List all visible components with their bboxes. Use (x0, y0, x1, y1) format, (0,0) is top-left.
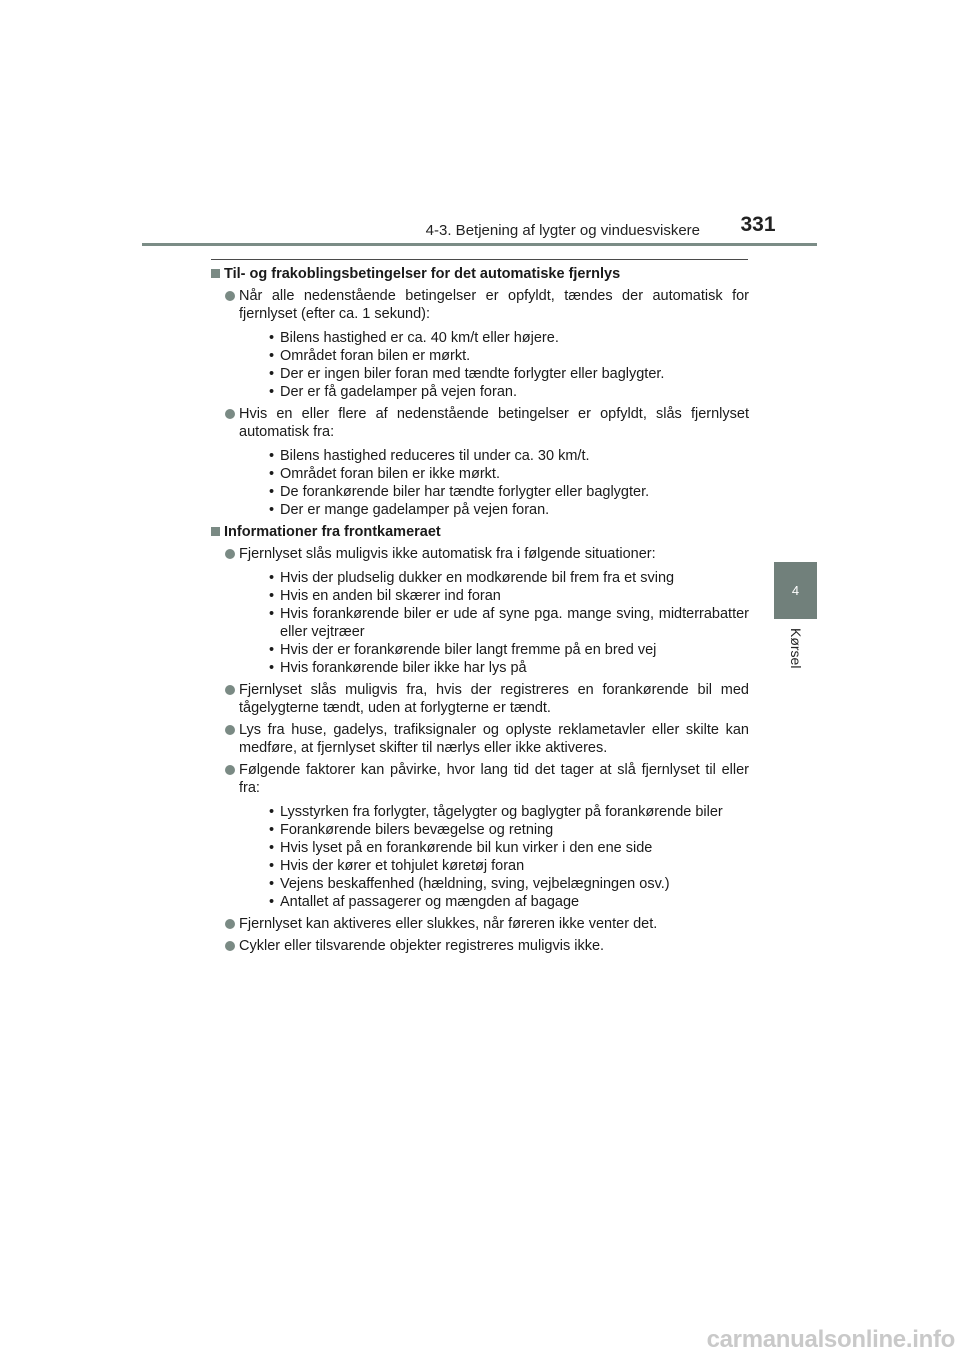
square-bullet-icon (211, 527, 220, 536)
watermark: carmanualsonline.info (706, 1326, 955, 1353)
chapter-tab: 4 (774, 562, 817, 619)
circle-bullet-icon (225, 919, 235, 929)
sub-list (239, 569, 749, 677)
circle-bullet-icon (225, 549, 235, 559)
sub-list-item: • Lysstyrken fra forlygter, tågelygter og baglygter på forankørende biler (269, 804, 723, 820)
sub-list-item: • Vejens beskaffenhed (hældning, sving, vejbelægningen osv.) (269, 876, 670, 892)
sub-list (239, 329, 749, 401)
page-number: 331 (740, 213, 776, 236)
chapter-label: Kørsel (788, 628, 804, 669)
running-header: 4-3. Betjening af lygter og vinduesviskere (425, 222, 700, 239)
square-bullet-icon (211, 269, 220, 278)
sub-list-item: • Hvis der pludselig dukker en modkørende bil frem fra et sving (269, 570, 675, 586)
section-heading: Informationer fra frontkameraet (211, 523, 749, 541)
circle-bullet-icon (225, 685, 235, 695)
list-item: Fjernlyset kan aktiveres eller slukkes, når føreren ikke venter det. (211, 915, 749, 933)
circle-bullet-icon (225, 941, 235, 951)
list-item: Fjernlyset slås muligvis fra, hvis der registreres en forankørende bil med tågelygterne tændt, uden at forlygterne er tændt. (211, 681, 749, 717)
sub-list (239, 803, 749, 911)
list-item: Hvis en eller flere af nedenstående betingelser er opfyldt, slås fjernlyset automatisk fra: • Bilens hastighed reduceres til under ca. 30 km/t. • Området foran bilen er ikke mørkt. • De forankørende biler har tændte forlygter eller baglygter. • Der er mange gadelamper på vejen foran. (211, 405, 749, 519)
header-rule (142, 243, 817, 246)
sub-list-item: • Der er mange gadelamper på vejen foran. (269, 502, 550, 518)
sub-list-item: • Området foran bilen er mørkt. (269, 348, 471, 364)
circle-bullet-icon (225, 291, 235, 301)
list-item: Lys fra huse, gadelys, trafiksignaler og oplyste reklametavler eller skilte kan medføre, at fjernlyset skifter til nærlys eller ikke aktiveres. (211, 721, 749, 757)
section-heading: Til- og frakoblingsbetingelser for det automatiske fjernlys (211, 265, 749, 283)
sub-list-item: • Hvis der er forankørende biler langt fremme på en bred vej (269, 642, 657, 658)
sub-list-item: • Bilens hastighed er ca. 40 km/t eller højere. (269, 330, 559, 346)
sub-list-item: • Området foran bilen er ikke mørkt. (269, 466, 500, 482)
sub-list-item: • De forankørende biler har tændte forlygter eller baglygter. (269, 484, 650, 500)
sub-list-item: • Antallet af passagerer og mængden af bagage (269, 894, 580, 910)
circle-bullet-icon (225, 409, 235, 419)
sub-list-item: • Hvis der kører et tohjulet køretøj foran (269, 858, 525, 874)
list-item: Når alle nedenstående betingelser er opfyldt, tændes der automatisk for fjernlyset (efter ca. 1 sekund): • Bilens hastighed er ca. 40 km/t eller højere. • Området foran bilen er mørkt. • Der er ingen biler foran med tændte forlygter eller baglygter. • Der er få gadelamper på vejen foran. (211, 287, 749, 401)
sub-list (239, 447, 749, 519)
content-rule (211, 259, 748, 260)
sub-list-item: • Hvis lyset på en forankørende bil kun virker i den ene side (269, 840, 653, 856)
circle-bullet-icon (225, 765, 235, 775)
list-item: Følgende faktorer kan påvirke, hvor lang tid det tager at slå fjernlyset til eller fra: • Lysstyrken fra forlygter, tågelygter og baglygter på forankørende biler • Forankørende bilers bevægelse og retning • Hvis lyset på en forankørende bil kun virker i den ene side • Hvis der kører et tohjulet køretøj foran • Vejens beskaffenhed (hældning, sving, vejbelægningen osv.) • Antallet af passagerer og mængden af bagage (211, 761, 749, 911)
sub-list-item: • Forankørende bilers bevægelse og retning (269, 822, 554, 838)
list-item: Fjernlyset slås muligvis ikke automatisk fra i følgende situationer: • Hvis der pludselig dukker en modkørende bil frem fra et sving • Hvis en anden bil skærer ind foran • Hvis forankørende biler er ude af syne pga. mange sving, midterrabatter eller vejtræer • Hvis der er forankørende biler langt fremme på en bred vej • Hvis forankørende biler ikke har lys på (211, 545, 749, 677)
sub-list-item: • Hvis forankørende biler er ude af syne pga. mange sving, midterrabatter eller vejtræer (269, 606, 749, 640)
sub-list-item: • Der er få gadelamper på vejen foran. (269, 384, 517, 400)
circle-bullet-icon (225, 725, 235, 735)
page-content (211, 265, 749, 959)
sub-list-item: • Hvis forankørende biler ikke har lys på (269, 660, 527, 676)
sub-list-item: • Der er ingen biler foran med tændte forlygter eller baglygter. (269, 366, 665, 382)
sub-list-item: • Hvis en anden bil skærer ind foran (269, 588, 501, 604)
list-item: Cykler eller tilsvarende objekter registreres muligvis ikke. (211, 937, 749, 955)
sub-list-item: • Bilens hastighed reduceres til under ca. 30 km/t. (269, 448, 590, 464)
